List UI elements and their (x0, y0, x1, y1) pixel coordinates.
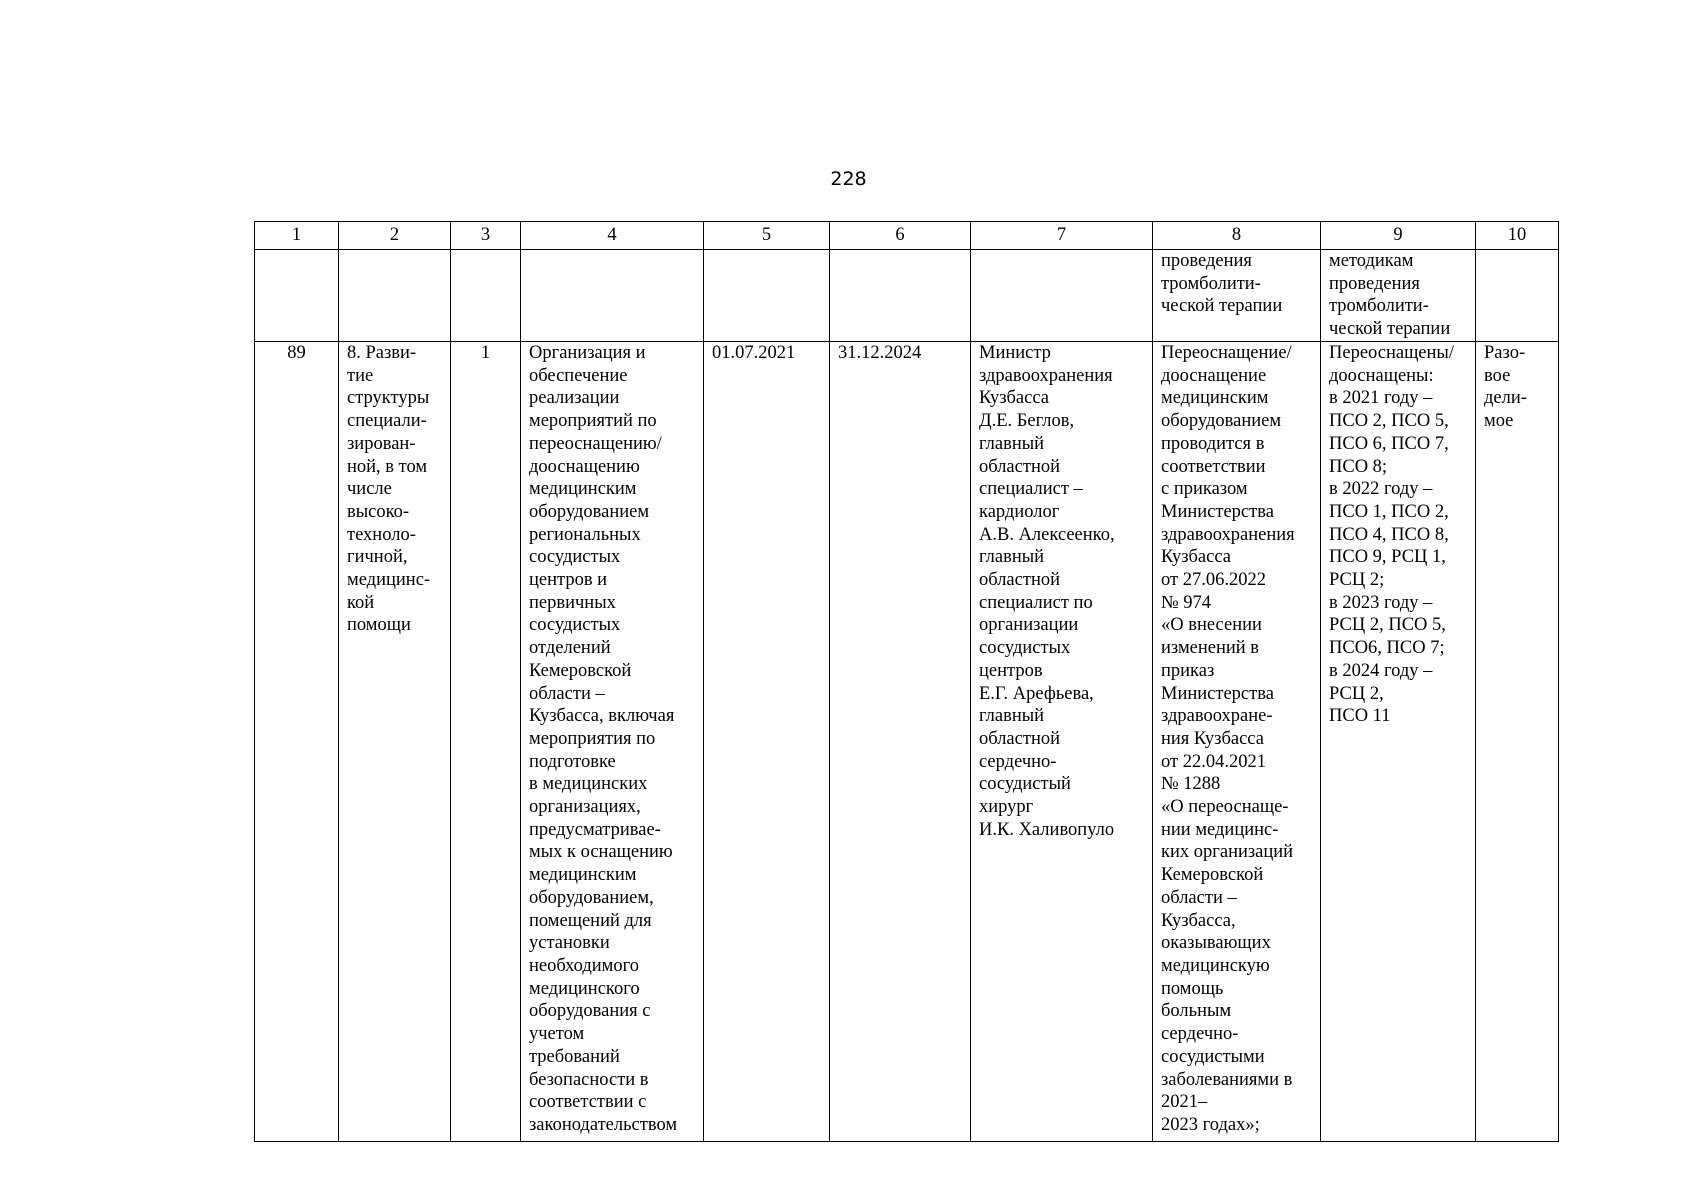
page-number: 228 (830, 168, 867, 190)
table-cell (339, 250, 451, 342)
column-number: 7 (971, 222, 1153, 250)
table-cell (971, 250, 1153, 342)
result-cell (1321, 342, 1476, 1142)
column-number: 9 (1321, 222, 1476, 250)
table-cell (451, 250, 521, 342)
column-number: 2 (339, 222, 451, 250)
count-cell: 1 (451, 342, 521, 1142)
section-text: 8. Разви- тие структуры специали- зирован- ной, в том числе высоко- техноло- гичной, медицинс- кой помощи (347, 343, 431, 636)
responsible-text: Министр здравоохранения Кузбасса Д.Е. Беглов, главный областной специалист – кардиолог А.В. Алексеенко, главный областной специалист по организации сосудистых центров Е.Г. Арефьева, главный областной сердечно- сосудистый хирург И.К. Халивопуло (979, 343, 1115, 840)
column-number: 4 (521, 222, 704, 250)
cell-text: методикам проведения тромболити- ческой терапии (1329, 251, 1451, 340)
table-cell (521, 250, 704, 342)
responsible-cell (971, 342, 1153, 1142)
table-cell (1476, 250, 1559, 342)
result-text: Переоснащены/ дооснащены: в 2021 году – ПСО 2, ПСО 5, ПСО 6, ПСО 7, ПСО 8; в 2022 году – ПСО 1, ПСО 2, ПСО 4, ПСО 8, ПСО 9, РСЦ 1, РСЦ 2; в 2023 году – РСЦ 2, ПСО 5, ПСО6, ПСО 7; в 2024 году – РСЦ 2, ПСО 11 (1329, 343, 1454, 727)
column-number: 1 (255, 222, 339, 250)
column-number: 3 (451, 222, 521, 250)
table-cell (830, 250, 971, 342)
section-cell (339, 342, 451, 1142)
type-text: Разо- вое дели- мое (1484, 343, 1527, 432)
end-date: 31.12.2024 (830, 342, 971, 1142)
table-row (255, 342, 1559, 1142)
table-cell (1153, 250, 1321, 342)
description-text: Переоснащение/ дооснащение медицинским оборудованием проводится в соответствии с приказом Министерства здравоохранения Кузбасса от 27.06.2022 № 974 «О внесении изменений в приказ Министерства здравоохране- ния Кузбасса от 22.04.2021 № 1288 «О переоснаще- нии медицинс- ких организаций Кемеровской области – Кузбасса, оказывающих медицинскую помощь больным сердечно- сосудистыми заболеваниями в 2021– 2023 годах»; (1161, 343, 1295, 1135)
column-number: 8 (1153, 222, 1321, 250)
cell-text: проведения тромболити- ческой терапии (1161, 251, 1283, 317)
activities-table (254, 221, 1559, 1142)
continued-row (255, 250, 1559, 342)
activity-text: Организация и обеспечение реализации мероприятий по переоснащению/ дооснащению медицинским оборудованием региональных сосудистых центров и первичных сосудистых отделений Кемеровской области – Кузбасса, включая мероприятия по подготовке в медицинских организациях, предусматривае- мых к оснащению медицинским оборудованием, помещений для установки необходимого медицинского оборудования с учетом требований безопасности в соответствии с законодательством (529, 343, 678, 1135)
description-cell (1153, 342, 1321, 1142)
column-number: 6 (830, 222, 971, 250)
activity-cell (521, 342, 704, 1142)
start-date: 01.07.2021 (704, 342, 830, 1142)
column-number: 5 (704, 222, 830, 250)
table-cell (255, 250, 339, 342)
column-number-row (255, 222, 1559, 250)
type-cell (1476, 342, 1559, 1142)
table-cell (1321, 250, 1476, 342)
column-number: 10 (1476, 222, 1559, 250)
row-number: 89 (255, 342, 339, 1142)
table-cell (704, 250, 830, 342)
